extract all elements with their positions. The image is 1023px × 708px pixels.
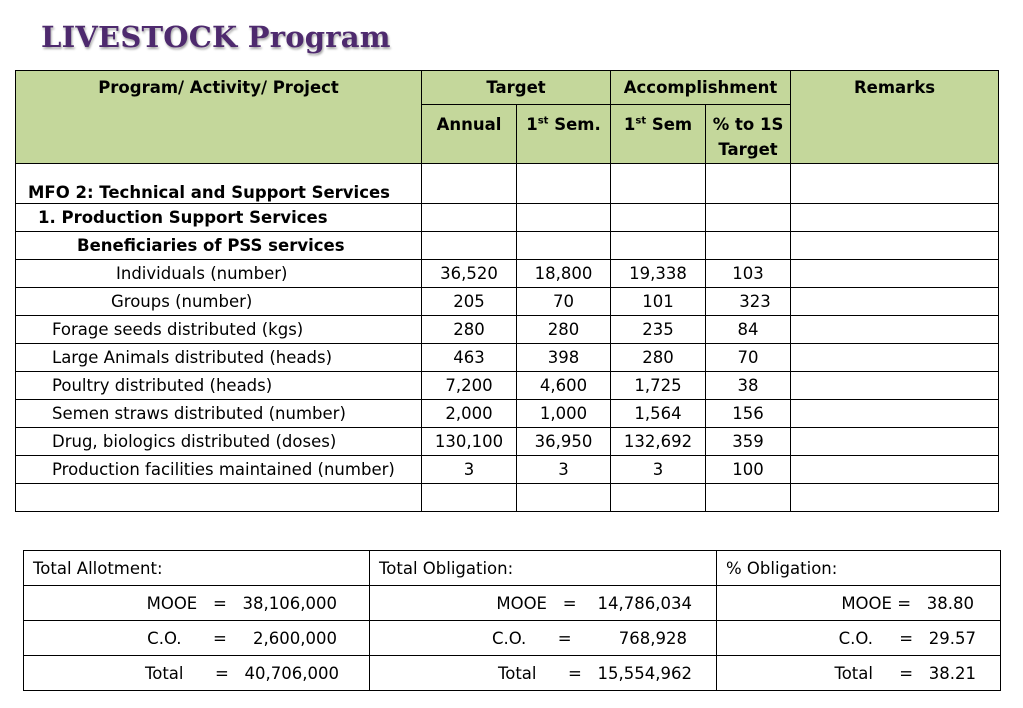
cell-remarks — [791, 372, 999, 400]
table-row — [16, 288, 999, 316]
table-row — [16, 400, 999, 428]
cell-accomp-1s: 3 — [611, 456, 706, 484]
summary-table — [23, 550, 1001, 691]
cell-target-1s: 3 — [517, 456, 611, 484]
section-label: 1. Production Support Services — [16, 204, 422, 232]
row-label: Groups (number) — [16, 288, 422, 316]
cell-target-1s: 1,000 — [517, 400, 611, 428]
cell-target-1s: 280 — [517, 316, 611, 344]
cell-percent: 103 — [706, 260, 791, 288]
cell-annual: 205 — [422, 288, 517, 316]
cell-remarks — [791, 428, 999, 456]
mfo-label: MFO 2: Technical and Support Services — [16, 164, 422, 204]
header-target-1st-sem-base: 1 — [526, 115, 538, 134]
cell-remarks — [791, 260, 999, 288]
header-target: Target — [422, 71, 611, 105]
row-label: Large Animals distributed (heads) — [16, 344, 422, 372]
cell-remarks — [791, 344, 999, 372]
header-target-1st-sem-sup: st — [537, 115, 549, 127]
cell-percent: 84 — [706, 316, 791, 344]
table-row — [16, 260, 999, 288]
summary-total-row — [24, 656, 1001, 691]
percent-obligation-total: Total = 38.21 — [717, 656, 1001, 691]
cell-percent: 70 — [706, 344, 791, 372]
table-row — [16, 344, 999, 372]
table-row — [16, 428, 999, 456]
row-label: Poultry distributed (heads) — [16, 372, 422, 400]
row-label: Semen straws distributed (number) — [16, 400, 422, 428]
obligation-total: Total = 15,554,962 — [370, 656, 717, 691]
cell-percent: 100 — [706, 456, 791, 484]
row-label: Drug, biologics distributed (doses) — [16, 428, 422, 456]
row-label: Forage seeds distributed (kgs) — [16, 316, 422, 344]
cell-annual: 7,200 — [422, 372, 517, 400]
allotment-co: C.O. = 2,600,000 — [24, 621, 370, 656]
cell-percent: 323 — [706, 288, 791, 316]
cell-remarks — [791, 316, 999, 344]
summary-header-row — [24, 551, 1001, 586]
cell-annual: 3 — [422, 456, 517, 484]
header-row-1 — [16, 71, 999, 105]
percent-obligation-header: % Obligation: — [717, 551, 1001, 586]
cell-accomp-1s: 1,564 — [611, 400, 706, 428]
header-accomp-1st-sem — [611, 105, 706, 164]
summary-mooe-row — [24, 586, 1001, 621]
allotment-mooe: MOOE = 38,106,000 — [24, 586, 370, 621]
cell-annual: 463 — [422, 344, 517, 372]
summary-co-row — [24, 621, 1001, 656]
subsection-label: Beneficiaries of PSS services — [16, 232, 422, 260]
cell-annual: 130,100 — [422, 428, 517, 456]
header-percent — [706, 105, 791, 164]
obligation-co: C.O. = 768,928 — [370, 621, 717, 656]
header-target-1st-sem-rest: Sem. — [548, 115, 601, 134]
header-accomp-1st-sem-base: 1 — [623, 115, 636, 134]
cell-target-1s: 4,600 — [517, 372, 611, 400]
cell-accomp-1s: 1,725 — [611, 372, 706, 400]
header-target-1st-sem — [517, 105, 611, 164]
section-row — [16, 204, 999, 232]
cell-accomp-1s: 235 — [611, 316, 706, 344]
header-annual: Annual — [422, 105, 517, 164]
table-row — [16, 372, 999, 400]
cell-accomp-1s: 132,692 — [611, 428, 706, 456]
cell-target-1s: 36,950 — [517, 428, 611, 456]
subsection-row — [16, 232, 999, 260]
livestock-table — [15, 70, 999, 512]
cell-accomp-1s: 280 — [611, 344, 706, 372]
cell-annual: 2,000 — [422, 400, 517, 428]
page-title: LIVESTOCK Program — [41, 20, 391, 54]
cell-percent: 38 — [706, 372, 791, 400]
cell-accomp-1s: 101 — [611, 288, 706, 316]
percent-obligation-co: C.O. = 29.57 — [717, 621, 1001, 656]
obligation-header: Total Obligation: — [370, 551, 717, 586]
cell-annual: 36,520 — [422, 260, 517, 288]
header-percent-line1: % to 1S — [712, 115, 784, 134]
cell-percent: 359 — [706, 428, 791, 456]
header-accomp-1st-sem-sup: st — [635, 115, 647, 127]
header-percent-line2: Target — [718, 140, 778, 159]
cell-remarks — [791, 400, 999, 428]
mfo-row — [16, 164, 999, 204]
cell-annual: 280 — [422, 316, 517, 344]
header-accomp-1st-sem-rest: Sem — [646, 115, 693, 134]
cell-target-1s: 398 — [517, 344, 611, 372]
allotment-header: Total Allotment: — [24, 551, 370, 586]
cell-percent: 156 — [706, 400, 791, 428]
cell-remarks — [791, 456, 999, 484]
blank-row — [16, 484, 999, 512]
cell-target-1s: 18,800 — [517, 260, 611, 288]
row-label: Individuals (number) — [16, 260, 422, 288]
allotment-total: Total = 40,706,000 — [24, 656, 370, 691]
table-row — [16, 456, 999, 484]
header-remarks: Remarks — [791, 71, 999, 164]
header-accomplishment: Accomplishment — [611, 71, 791, 105]
percent-obligation-mooe: MOOE = 38.80 — [717, 586, 1001, 621]
cell-remarks — [791, 288, 999, 316]
header-program: Program/ Activity/ Project — [16, 71, 422, 164]
row-label: Production facilities maintained (number) — [16, 456, 422, 484]
obligation-mooe: MOOE = 14,786,034 — [370, 586, 717, 621]
cell-target-1s: 70 — [517, 288, 611, 316]
cell-accomp-1s: 19,338 — [611, 260, 706, 288]
table-row — [16, 316, 999, 344]
